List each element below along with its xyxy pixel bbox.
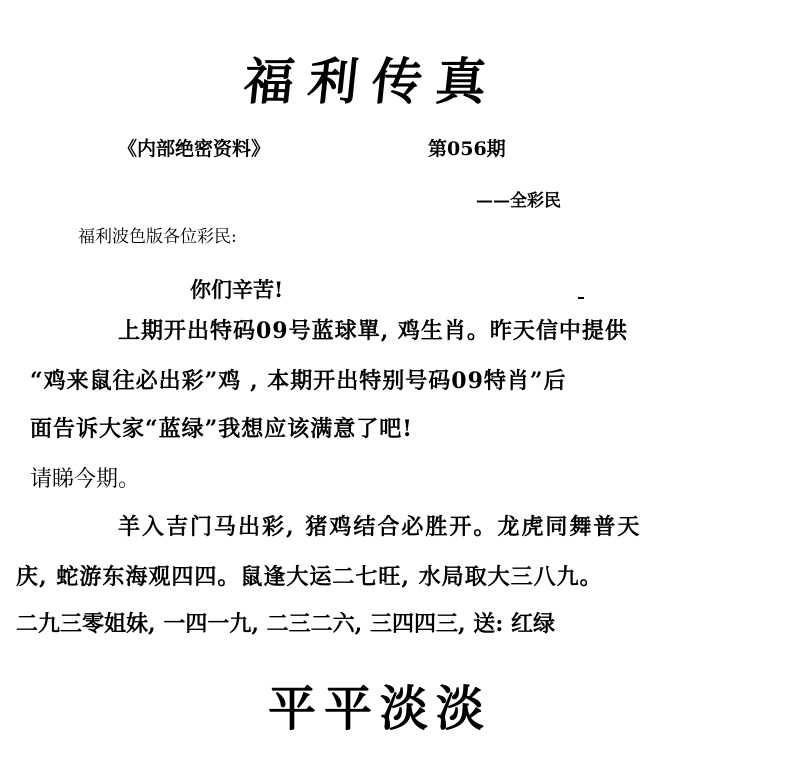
signature: ——全彩民 — [476, 191, 561, 211]
body-line: 羊入吉门马出彩, 猪鸡结合必胜开。龙虎同舞普天 — [118, 514, 642, 540]
body-line: “鸡来鼠往必出彩”鸡 , 本期开出特别号码09特肖”后 — [30, 368, 567, 394]
salutation: 你们辛苦! — [190, 277, 284, 302]
document-title: 福利传真 — [241, 52, 504, 111]
issue-number: 第056期 — [428, 138, 506, 160]
stray-mark — [578, 297, 584, 299]
body-line: 庆, 蛇游东海观四四。鼠逢大运二七旺, 水局取大三八九。 — [16, 564, 603, 590]
closing-text: 平平淡淡 — [267, 681, 492, 737]
body-line: 二九三零姐妹, 一四一九, 二三二六, 三四四三, 送: 红绿 — [16, 611, 556, 637]
body-line: 面告诉大家“蓝绿”我想应该满意了吧! — [30, 416, 413, 442]
greeting: 福利波色版各位彩民: — [78, 227, 237, 247]
body-line: 请睇今期。 — [30, 467, 141, 492]
reference-label: 《内部绝密资料》 — [118, 138, 271, 160]
body-line: 上期开出特码09号蓝球單, 鸡生肖。昨天信中提供 — [118, 318, 628, 344]
